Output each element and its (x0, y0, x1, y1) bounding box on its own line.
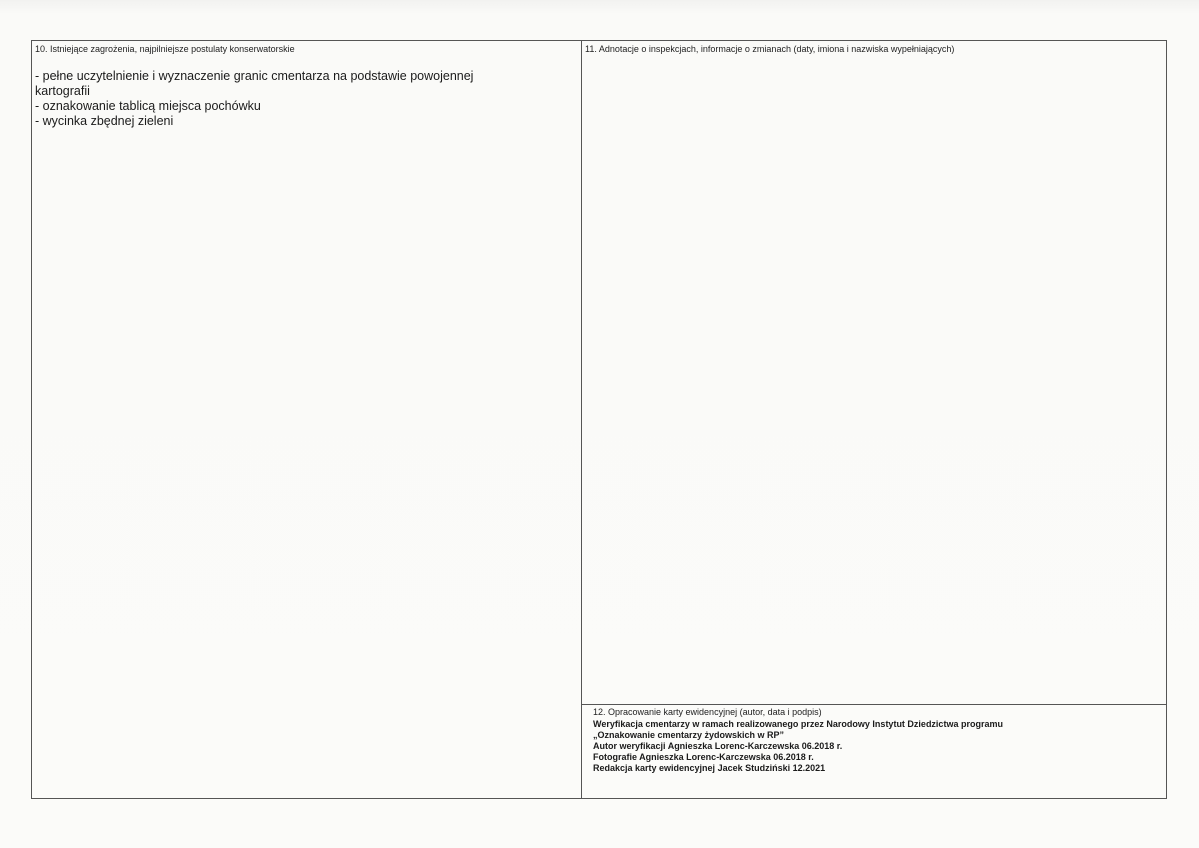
credits-line: „Oznakowanie cmentarzy żydowskich w RP” (593, 730, 785, 740)
section-10-label: 10. Istniejące zagrożenia, najpilniejsze postulaty konserwatorskie (35, 44, 295, 54)
section-11-cell (582, 41, 1166, 705)
threats-list-item: - wycinka zbędnej zieleni (35, 114, 174, 128)
section-12-label: 12. Opracowanie karty ewidencyjnej (autor, data i podpis) (593, 707, 822, 717)
credits-line: Weryfikacja cmentarzy w ramach realizowanego przez Narodowy Instytut Dziedzictwa programu (593, 719, 1003, 729)
credits-line: Fotografie Agnieszka Lorenc-Karczewska 06.2018 r. (593, 752, 814, 762)
threats-list (35, 69, 555, 129)
section-12-cell (582, 705, 1166, 798)
right-column (582, 41, 1166, 798)
threats-list-item: - oznakowanie tablicą miejsca pochówku (35, 99, 261, 113)
credits-line: Autor weryfikacji Agnieszka Lorenc-Karczewska 06.2018 r. (593, 741, 843, 751)
credits-line: Redakcja karty ewidencyjnej Jacek Studziński 12.2021 (593, 763, 826, 773)
section-10-cell (32, 41, 582, 798)
form-table (31, 40, 1167, 799)
credits-list (593, 719, 1003, 774)
threats-list-item: kartografii (35, 84, 90, 98)
threats-list-item: - pełne uczytelnienie i wyznaczenie granic cmentarza na podstawie powojennej (35, 69, 474, 83)
section-11-label: 11. Adnotacje o inspekcjach, informacje o zmianach (daty, imiona i nazwiska wypełniających) (585, 44, 955, 54)
